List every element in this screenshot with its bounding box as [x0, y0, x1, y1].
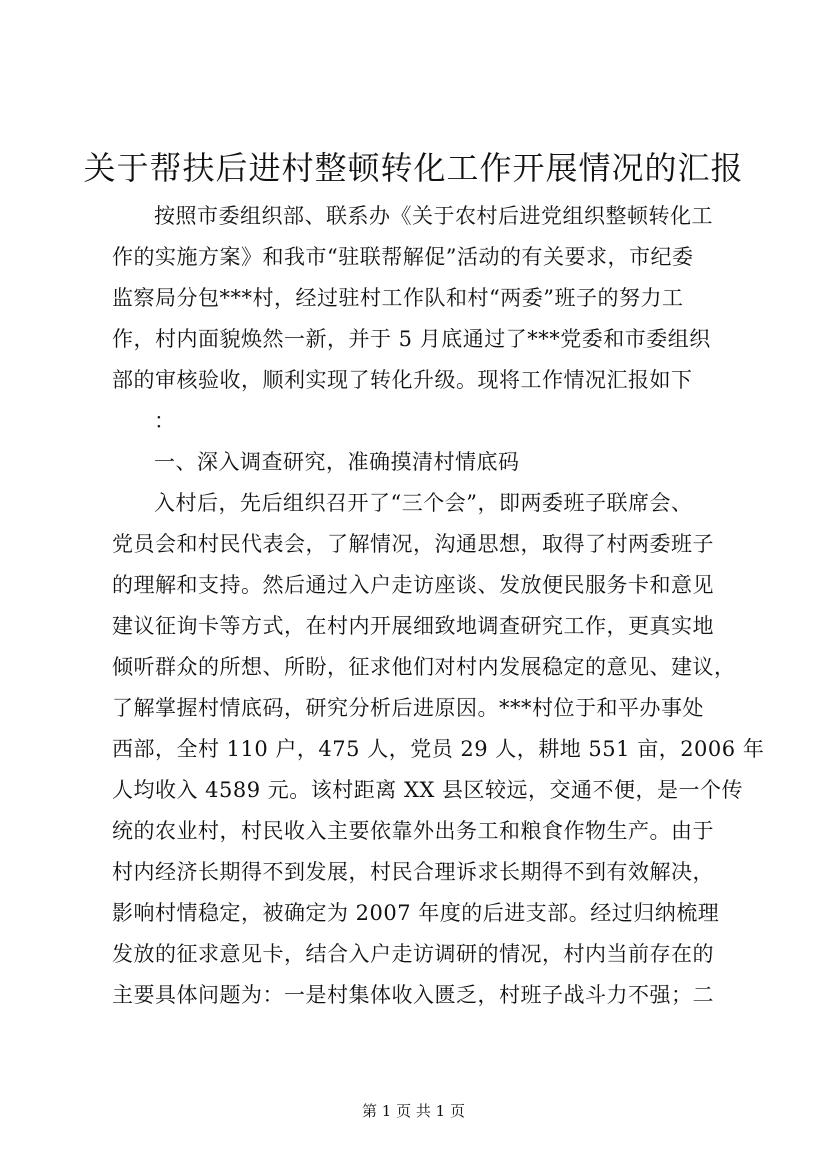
body-line: 影响村情稳定，被确定为 2007 年度的后进支部。经过归纳梳理	[112, 901, 720, 925]
document-title: 关于帮扶后进村整顿转化工作开展情况的汇报	[83, 149, 744, 187]
body-line: 部的审核验收，顺利实现了转化升级。现将工作情况汇报如下	[112, 368, 693, 392]
body-line: 倾听群众的所想、所盼，征求他们对村内发展稳定的意见、建议，	[112, 655, 736, 679]
body-line: 发放的征求意见卡，结合入户走访调研的情况，村内当前存在的	[112, 942, 714, 966]
body-line: 人均收入 4589 元。该村距离 XX 县区较远，交通不便，是一个传	[112, 778, 744, 802]
body-line: 建议征询卡等方式，在村内开展细致地调查研究工作，更真实地	[112, 614, 714, 638]
body-line: 作的实施方案》和我市“驻联帮解促”活动的有关要求，市纪委	[112, 245, 694, 269]
body-line: 了解掌握村情底码，研究分析后进原因。***村位于和平办事处	[112, 696, 704, 720]
body-line: 监察局分包***村，经过驻村工作队和村“两委”班子的努力工	[112, 286, 684, 310]
document-body	[112, 196, 765, 1016]
body-line: ：	[154, 409, 176, 433]
page-number: 第 1 页 共 1 页	[362, 1102, 465, 1120]
body-line: 的理解和支持。然后通过入户走访座谈、发放便民服务卡和意见	[112, 573, 714, 597]
body-line: 作，村内面貌焕然一新，并于 5 月底通过了***党委和市委组织	[112, 327, 711, 351]
body-line: 西部，全村 110 户，475 人，党员 29 人，耕地 551 亩，2006 年	[112, 737, 765, 761]
body-line: 主要具体问题为：一是村集体收入匮乏，村班子战斗力不强；二	[112, 983, 714, 1007]
body-line: 入村后，先后组织召开了“三个会”，即两委班子联席会、	[154, 491, 693, 515]
section-heading: 一、深入调查研究，准确摸清村情底码	[154, 450, 520, 474]
body-line: 村内经济长期得不到发展，村民合理诉求长期得不到有效解决，	[112, 860, 714, 884]
body-line: 按照市委组织部、联系办《关于农村后进党组织整顿转化工	[154, 204, 713, 228]
body-line: 统的农业村，村民收入主要依靠外出务工和粮食作物生产。由于	[112, 819, 714, 843]
body-line: 党员会和村民代表会，了解情况，沟通思想，取得了村两委班子	[112, 532, 714, 556]
